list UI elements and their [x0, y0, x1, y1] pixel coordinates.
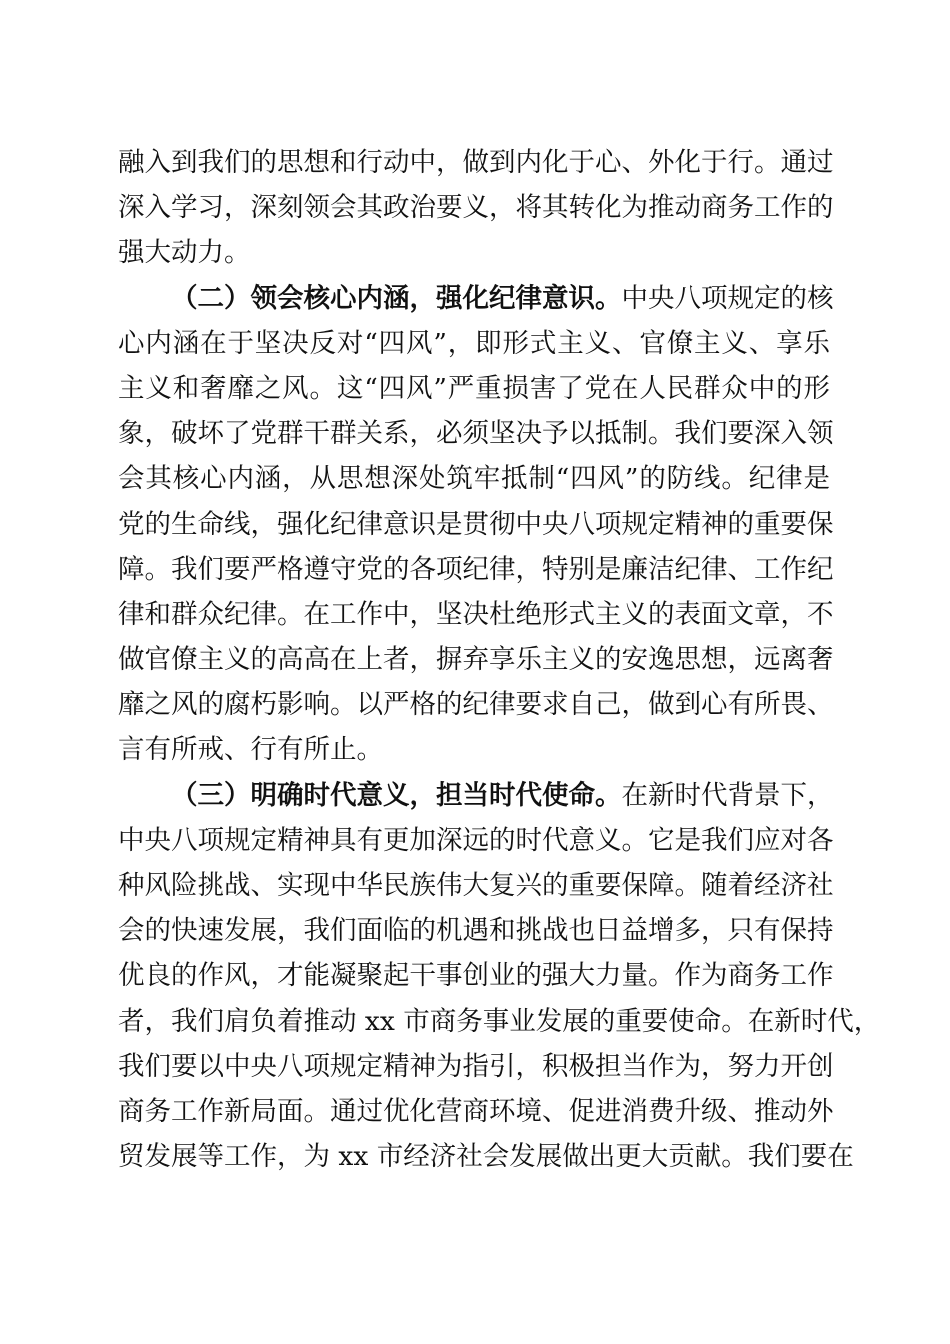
paragraph-line: 优良的作风，才能凝聚起干事创业的强大力量。作为商务工作	[118, 960, 834, 992]
document-body	[118, 140, 881, 1179]
paragraph-line: 者，我们肩负着推动 xx 市商务事业发展的重要使命。在新时代，	[118, 1005, 881, 1037]
paragraph-line: 会其核心内涵，从思想深处筑牢抵制“四风”的防线。纪律是	[118, 463, 830, 495]
paragraph-line: 党的生命线，强化纪律意识是贯彻中央八项规定精神的重要保	[118, 508, 834, 540]
paragraph-line: 做官僚主义的高高在上者，摒弃享乐主义的安逸思想，远离奢	[118, 644, 834, 676]
paragraph-3	[118, 773, 881, 1180]
paragraph-first-line	[118, 773, 834, 818]
paragraph-line: 我们要以中央八项规定精神为指引，积极担当作为，努力开创	[118, 1050, 834, 1082]
paragraph-first-line	[118, 276, 834, 321]
paragraph-line: 中央八项规定精神具有更加深远的时代意义。它是我们应对各	[118, 824, 834, 856]
paragraph-line: 障。我们要严格遵守党的各项纪律，特别是廉洁纪律、工作纪	[118, 553, 834, 585]
paragraph-2	[118, 276, 834, 773]
paragraph-line: 言有所戒、行有所止。	[118, 734, 383, 766]
paragraph-line: 会的快速发展，我们面临的机遇和挑战也日益增多，只有保持	[118, 915, 834, 947]
paragraph-line: 深入学习，深刻领会其政治要义，将其转化为推动商务工作的	[118, 192, 834, 224]
paragraph-line: 心内涵在于坚决反对“四风”，即形式主义、官僚主义、享乐	[118, 327, 830, 359]
paragraph-text: 在新时代背景下，	[621, 779, 834, 811]
section-heading: （三）明确时代意义，担当时代使命。	[171, 779, 622, 811]
paragraph-line: 主义和奢靡之风。这“四风”严重损害了党在人民群众中的形	[118, 372, 830, 404]
paragraph-1	[118, 140, 834, 276]
paragraph-line: 律和群众纪律。在工作中，坚决杜绝形式主义的表面文章，不	[118, 598, 834, 630]
paragraph-line: 贸发展等工作，为 xx 市经济社会发展做出更大贡献。我们要在	[118, 1141, 854, 1173]
paragraph-line: 靡之风的腐朽影响。以严格的纪律要求自己，做到心有所畏、	[118, 689, 834, 721]
paragraph-text: 中央八项规定的核	[621, 282, 834, 314]
paragraph-line: 种风险挑战、实现中华民族伟大复兴的重要保障。随着经济社	[118, 870, 834, 901]
paragraph-line: 融入到我们的思想和行动中，做到内化于心、外化于行。通过	[118, 147, 834, 178]
section-heading: （二）领会核心内涵，强化纪律意识。	[171, 282, 622, 314]
paragraph-line: 强大动力。	[118, 237, 251, 269]
paragraph-line: 象，破坏了党群干群关系，必须坚决予以抵制。我们要深入领	[118, 418, 834, 450]
paragraph-line: 商务工作新局面。通过优化营商环境、促进消费升级、推动外	[118, 1095, 834, 1127]
